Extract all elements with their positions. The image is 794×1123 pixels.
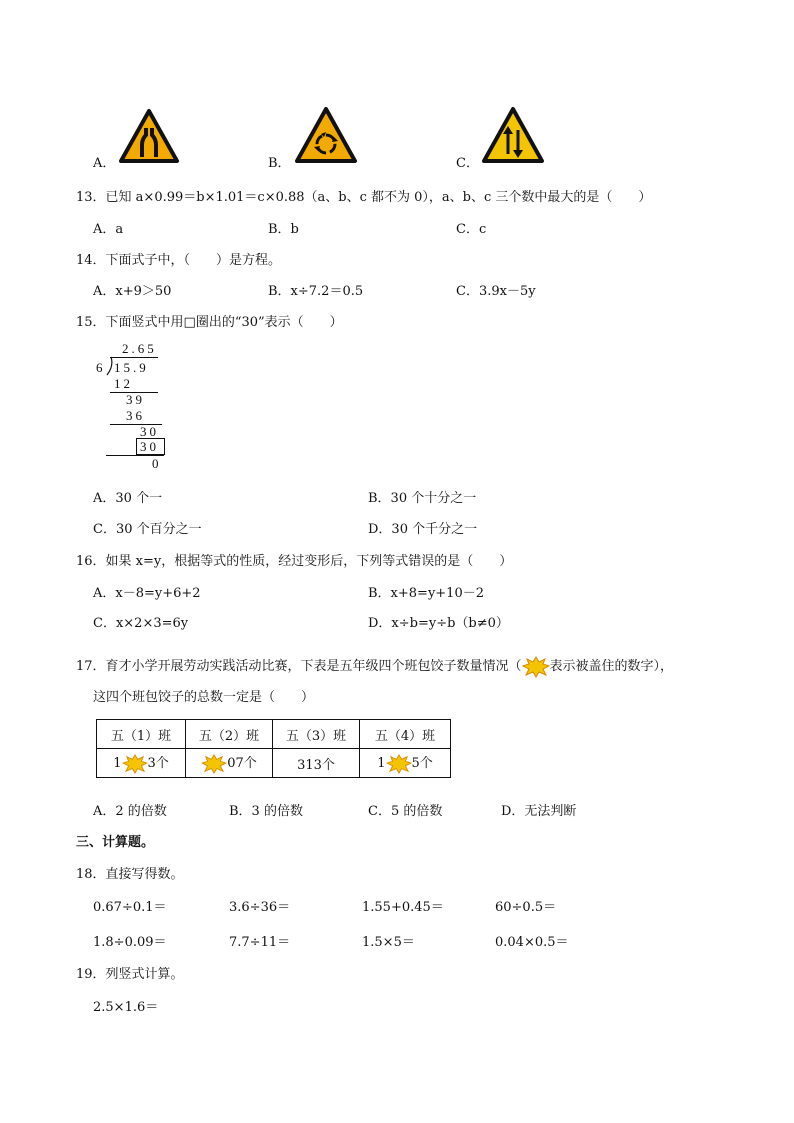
two-way-traffic-sign-icon xyxy=(481,106,545,164)
table-cell-class-2 xyxy=(186,749,273,778)
sun-blot-icon xyxy=(522,656,550,678)
division-step-2: 39 xyxy=(126,392,145,407)
cell-digit-after: 5个 xyxy=(411,756,433,772)
q12-option-a-label: A． xyxy=(93,156,116,171)
q14-option-b: B．x÷7.2＝0.5 xyxy=(268,284,364,299)
q13-option-b: B．b xyxy=(268,222,299,237)
q15-option-b: B．30 个十分之一 xyxy=(368,491,477,506)
table-header-class-4: 五（4）班 xyxy=(360,720,451,749)
q19-stem: 19．列竖式计算。 xyxy=(76,967,184,982)
q14-option-c: C．3.9x－5y xyxy=(456,284,536,299)
q13-option-a: A．a xyxy=(93,222,124,237)
q14-option-a: A．x+9＞50 xyxy=(93,284,172,299)
q16-option-a: A．x－8=y+6+2 xyxy=(93,586,201,601)
long-division-figure xyxy=(92,340,172,470)
q17-option-a: A．2 的倍数 xyxy=(93,804,167,819)
q12-option-b-label: B． xyxy=(268,156,291,171)
division-step-5-boxed: 30 xyxy=(140,439,159,454)
table-cell-class-3: 313个 xyxy=(273,749,360,778)
dumplings-table xyxy=(96,719,451,778)
division-step-3: 36 xyxy=(126,408,145,423)
q18-item-3: 1.55+0.45＝ xyxy=(362,900,444,915)
table-row xyxy=(97,749,451,778)
q18-item-6: 7.7÷11＝ xyxy=(229,935,291,950)
q18-stem: 18．直接写得数。 xyxy=(76,867,184,882)
q13-option-c: C．c xyxy=(456,222,487,237)
q17-option-c: C．5 的倍数 xyxy=(368,804,443,819)
cell-digit-after: 07个 xyxy=(227,756,257,772)
q17-stem-line1 xyxy=(76,655,673,678)
division-step-4: 30 xyxy=(140,424,159,439)
division-dividend: 15.9 xyxy=(114,360,149,375)
q18-item-5: 1.8÷0.09＝ xyxy=(93,935,167,950)
cell-digit-before: 1 xyxy=(113,756,122,772)
q18-item-8: 0.04×0.5＝ xyxy=(495,935,569,950)
sun-blot-icon xyxy=(201,754,227,774)
road-narrows-sign-icon xyxy=(118,108,180,164)
q17-option-b: B．3 的倍数 xyxy=(229,804,303,819)
division-bracket xyxy=(106,356,114,376)
q17-option-d: D．无法判断 xyxy=(501,804,577,819)
section-heading: 三、计算题。 xyxy=(76,835,155,850)
q18-item-4: 60÷0.5＝ xyxy=(495,900,557,915)
q12-option-c-label: C． xyxy=(456,156,479,171)
division-quotient: 2.65 xyxy=(122,341,157,356)
q15-option-a: A．30 个一 xyxy=(93,491,163,506)
q17-stem-part1: 17．育才小学开展劳动实践活动比赛，下表是五年级四个班包饺子数量情况（ xyxy=(76,659,522,674)
table-header-class-3: 五（3）班 xyxy=(273,720,360,749)
q15-option-d: D．30 个千分之一 xyxy=(368,522,478,537)
q18-item-2: 3.6÷36＝ xyxy=(229,900,291,915)
cell-digit-after: 3个 xyxy=(147,756,169,772)
roundabout-sign-icon xyxy=(294,106,358,164)
q18-item-1: 0.67÷0.1＝ xyxy=(93,900,167,915)
q16-stem: 16．如果 x=y，根据等式的性质，经过变形后，下列等式错误的是（ ） xyxy=(76,554,513,569)
q16-option-d: D．x÷b=y÷b（b≠0） xyxy=(368,616,509,631)
cell-digit-before: 1 xyxy=(377,756,386,772)
q19-item-1: 2.5×1.6＝ xyxy=(93,1000,159,1015)
q17-stem-part2: 表示被盖住的数字）， xyxy=(549,659,674,674)
sun-blot-icon xyxy=(386,754,412,774)
table-cell-class-1 xyxy=(97,749,186,778)
division-divisor: 6 xyxy=(96,360,106,375)
q15-option-c: C．30 个百分之一 xyxy=(93,522,202,537)
table-header-row xyxy=(97,720,451,749)
table-header-class-1: 五（1）班 xyxy=(97,720,186,749)
q16-option-c: C．x×2×3=6y xyxy=(93,616,189,631)
q13-stem: 13．已知 a×0.99＝b×1.01＝c×0.88（a、b、c 都不为 0），a、b、c 三个数中最大的是（ ） xyxy=(76,190,652,205)
division-remainder: 0 xyxy=(152,456,162,471)
q18-item-7: 1.5×5＝ xyxy=(362,935,415,950)
q15-stem: 15．下面竖式中用□圈出的“30”表示（ ） xyxy=(76,315,343,330)
q14-stem: 14．下面式子中，（ ）是方程。 xyxy=(76,253,282,268)
q16-option-b: B．x+8=y+10－2 xyxy=(368,586,484,601)
table-cell-class-4 xyxy=(360,749,451,778)
division-step-1: 12 xyxy=(114,376,133,391)
table-header-class-2: 五（2）班 xyxy=(186,720,273,749)
q17-stem-line2: 这四个班包饺子的总数一定是（ ） xyxy=(93,690,315,705)
sun-blot-icon xyxy=(122,754,148,774)
